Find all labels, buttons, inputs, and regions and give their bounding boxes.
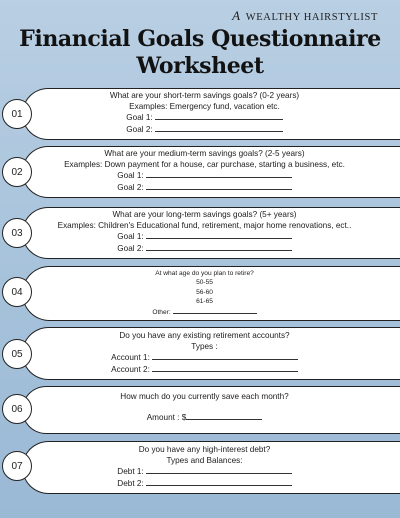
page-title	[0, 26, 400, 80]
section-number-06: 06	[2, 394, 32, 424]
field-label: Goal 2:	[126, 124, 153, 134]
debt-1-input[interactable]	[146, 466, 292, 474]
section-number-04: 04	[2, 277, 32, 307]
examples-text: Examples: Emergency fund, vacation etc.	[129, 101, 280, 111]
page-title-line-1: Financial Goals Questionnaire	[19, 26, 381, 52]
other-input[interactable]	[173, 307, 257, 314]
field-label: Account 2:	[111, 364, 150, 374]
section-number-05: 05	[2, 339, 32, 369]
debt-2-row	[23, 478, 386, 490]
section-card-04	[22, 266, 400, 321]
examples-text: Examples: Children's Educational fund, retirement, major home renovations, ect..	[57, 220, 352, 230]
goal-1-row	[23, 231, 386, 243]
question-text: How much do you currently save each month?	[120, 392, 289, 401]
question-text: Do you have any high-interest debt?	[138, 445, 271, 454]
goal-1-input[interactable]	[155, 112, 283, 120]
question-text: What are your medium-term savings goals? (2-5 years)	[104, 149, 305, 158]
question-text: Do you have any existing retirement accounts?	[119, 331, 290, 340]
retire-option[interactable]: 56-60	[196, 288, 213, 296]
other-row	[23, 307, 386, 317]
retire-option[interactable]: 61-65	[196, 298, 213, 306]
brand-name: WEALTHY HAIRSTYLIST	[245, 12, 378, 23]
question-text: What are your long-term savings goals? (5+ years)	[112, 210, 297, 219]
field-label: Goal 1:	[117, 232, 144, 242]
goal-1-input[interactable]	[146, 170, 292, 178]
field-label: Debt 2:	[117, 478, 144, 488]
page-title-line-2: Worksheet	[136, 53, 264, 79]
field-label: Goal 2:	[117, 243, 144, 253]
section-number-02: 02	[2, 157, 32, 187]
amount-label: Amount : $	[146, 412, 187, 422]
field-label: Goal 1:	[126, 113, 153, 123]
account-1-row	[23, 352, 386, 364]
field-label: Account 1:	[111, 353, 150, 363]
section-card-02	[22, 146, 400, 198]
section-card-06	[22, 386, 400, 434]
amount-row	[23, 412, 386, 424]
section-card-03	[22, 207, 400, 259]
other-label: Other:	[152, 308, 171, 316]
goal-2-row	[23, 124, 386, 136]
retire-option[interactable]: 50-55	[196, 279, 213, 287]
section-card-01	[22, 88, 400, 140]
goal-2-input[interactable]	[146, 182, 292, 190]
debt-1-row	[23, 466, 386, 478]
goal-1-row	[23, 170, 386, 182]
goal-2-row	[23, 182, 386, 194]
goal-2-row	[23, 243, 386, 255]
section-card-07	[22, 441, 400, 494]
debt-2-input[interactable]	[146, 478, 292, 486]
types-balances-label: Types and Balances:	[166, 455, 243, 465]
question-text: What are your short-term savings goals? (0-2 years)	[109, 91, 300, 100]
goal-1-input[interactable]	[146, 231, 292, 239]
goal-1-row	[23, 112, 386, 124]
goal-2-input[interactable]	[155, 124, 283, 132]
account-2-input[interactable]	[152, 364, 298, 372]
amount-input[interactable]	[186, 412, 262, 420]
brand-logo	[232, 8, 378, 24]
account-2-row	[23, 364, 386, 376]
account-1-input[interactable]	[152, 352, 298, 360]
section-card-05	[22, 327, 400, 380]
section-number-07: 07	[2, 451, 32, 481]
section-number-01: 01	[2, 99, 32, 129]
field-label: Goal 2:	[117, 182, 144, 192]
examples-text: Examples: Down payment for a house, car purchase, starting a business, etc.	[64, 159, 345, 169]
section-number-03: 03	[2, 218, 32, 248]
brand-prefix: A	[232, 8, 241, 23]
question-text: At what age do you plan to retire?	[155, 270, 254, 277]
types-label: Types :	[191, 341, 218, 351]
field-label: Goal 1:	[117, 171, 144, 181]
goal-2-input[interactable]	[146, 243, 292, 251]
field-label: Debt 1:	[117, 467, 144, 477]
